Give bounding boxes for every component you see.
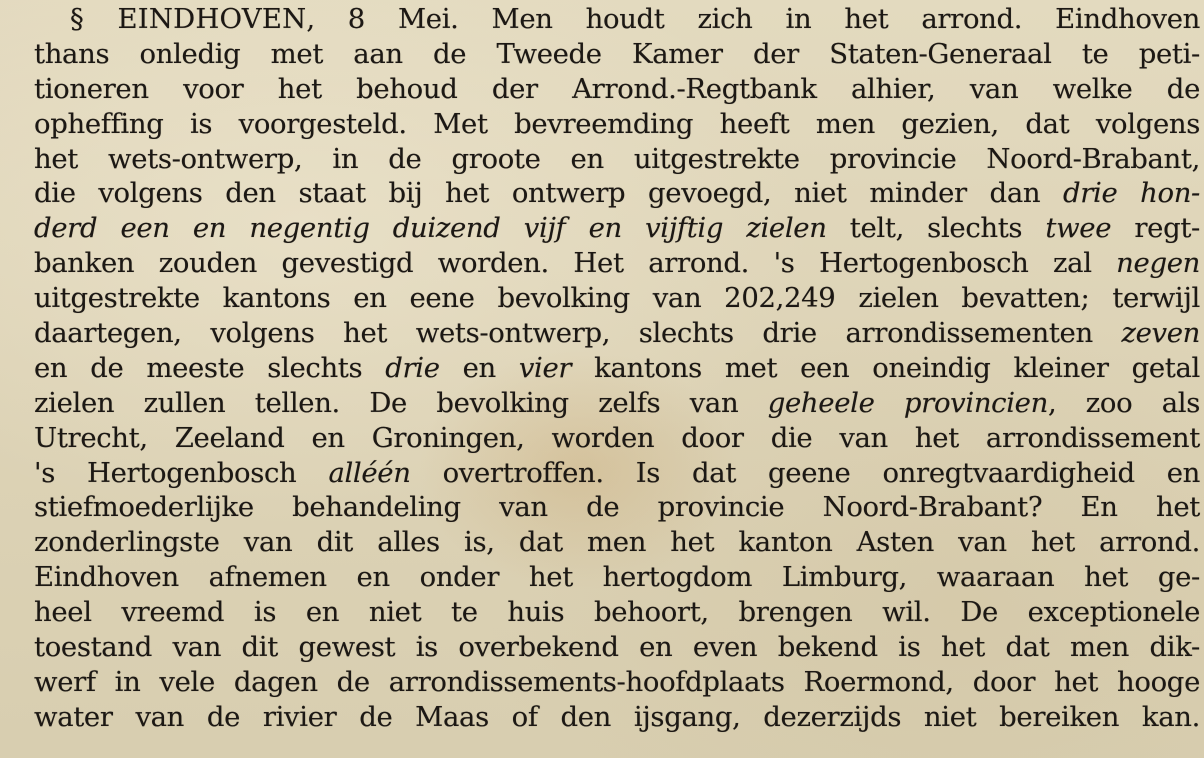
dateline-heading: § EINDHOVEN (70, 3, 307, 35)
text-line (34, 665, 1200, 700)
text-segment: kantons met een oneindig kleiner getal (571, 351, 1200, 384)
text-line (34, 37, 1200, 72)
text-line (34, 386, 1200, 421)
article-body (34, 2, 1200, 735)
text-segment: overtroffen. Is dat geene onregtvaardigheid en (410, 456, 1200, 489)
italic-text: drie hon- (1062, 177, 1200, 210)
text-segment: tioneren voor het behoud der Arrond.-Regtbank alhier, van welke de (34, 72, 1200, 105)
text-segment: die volgens den staat bij het ontwerp gevoegd, niet minder dan (34, 177, 1063, 210)
text-segment: , 8 Mei. Men houdt zich in het arrond. Eindhoven (306, 3, 1201, 35)
text-line (34, 246, 1200, 281)
text-line (34, 351, 1200, 386)
text-line (34, 490, 1200, 525)
italic-text: zeven (1121, 317, 1200, 350)
text-line (34, 211, 1200, 246)
text-segment: water van de rivier de Maas of den ijsgang, dezerzijds niet bereiken kan. (34, 700, 1200, 733)
text-segment: regt- (1111, 212, 1200, 245)
italic-text: twee (1045, 212, 1112, 245)
italic-text: derd een en negentig duizend vijf en vijftig zielen (34, 212, 827, 245)
text-segment: stiefmoederlijke behandeling van de provincie Noord-Brabant? En het (34, 491, 1200, 524)
text-line (34, 176, 1200, 211)
text-line (34, 107, 1200, 142)
text-line (34, 72, 1200, 107)
text-segment: zielen zullen tellen. De bevolking zelfs van (34, 386, 768, 419)
text-segment: daartegen, volgens het wets-ontwerp, slechts drie arrondissementen (34, 317, 1122, 350)
text-segment: telt, slechts (826, 212, 1046, 245)
text-line (34, 421, 1200, 456)
text-segment: werf in vele dagen de arrondissements-hoofdplaats Roermond, door het hooge (34, 665, 1200, 698)
text-segment: heel vreemd is en niet te huis behoort, brengen wil. De exceptionele (34, 596, 1200, 629)
text-line (34, 560, 1200, 595)
italic-text: drie (385, 351, 440, 384)
italic-text: negen (1116, 247, 1200, 280)
text-line (34, 595, 1200, 630)
text-segment: en de meeste slechts (34, 351, 386, 384)
text-segment: opheffing is voorgesteld. Met bevreemding heeft men gezien, dat volgens (34, 107, 1200, 140)
text-segment: toestand van dit gewest is overbekend en even bekend is het dat men dik- (34, 631, 1200, 664)
text-segment: zonderlingste van dit alles is, dat men het kanton Asten van het arrond. (34, 526, 1200, 559)
text-segment: Eindhoven afnemen en onder het hertogdom Limburg, waaraan het ge- (34, 561, 1200, 594)
italic-text: geheele provincien (767, 386, 1048, 419)
text-segment: en (439, 351, 519, 384)
text-line (34, 525, 1200, 560)
italic-text: alléén (328, 456, 411, 489)
text-segment: 's Hertogenbosch (34, 456, 329, 489)
text-segment: banken zouden gevestigd worden. Het arrond. 's Hertogenbosch zal (34, 247, 1117, 280)
text-line (34, 630, 1200, 665)
text-line (34, 316, 1200, 351)
text-segment: , zoo als (1047, 386, 1201, 419)
text-line (34, 456, 1200, 491)
text-segment: thans onledig met aan de Tweede Kamer der Staten-Generaal te peti- (34, 37, 1200, 70)
text-line (34, 700, 1200, 735)
text-segment: uitgestrekte kantons en eene bevolking van 202,249 zielen bevatten; terwijl (34, 282, 1200, 315)
text-line (34, 2, 1200, 37)
italic-text: vier (518, 351, 572, 384)
text-line (34, 281, 1200, 316)
text-segment: het wets-ontwerp, in de groote en uitgestrekte provincie Noord-Brabant, (34, 142, 1200, 175)
text-line (34, 142, 1200, 177)
text-segment: Utrecht, Zeeland en Groningen, worden door die van het arrondissement (34, 421, 1200, 454)
